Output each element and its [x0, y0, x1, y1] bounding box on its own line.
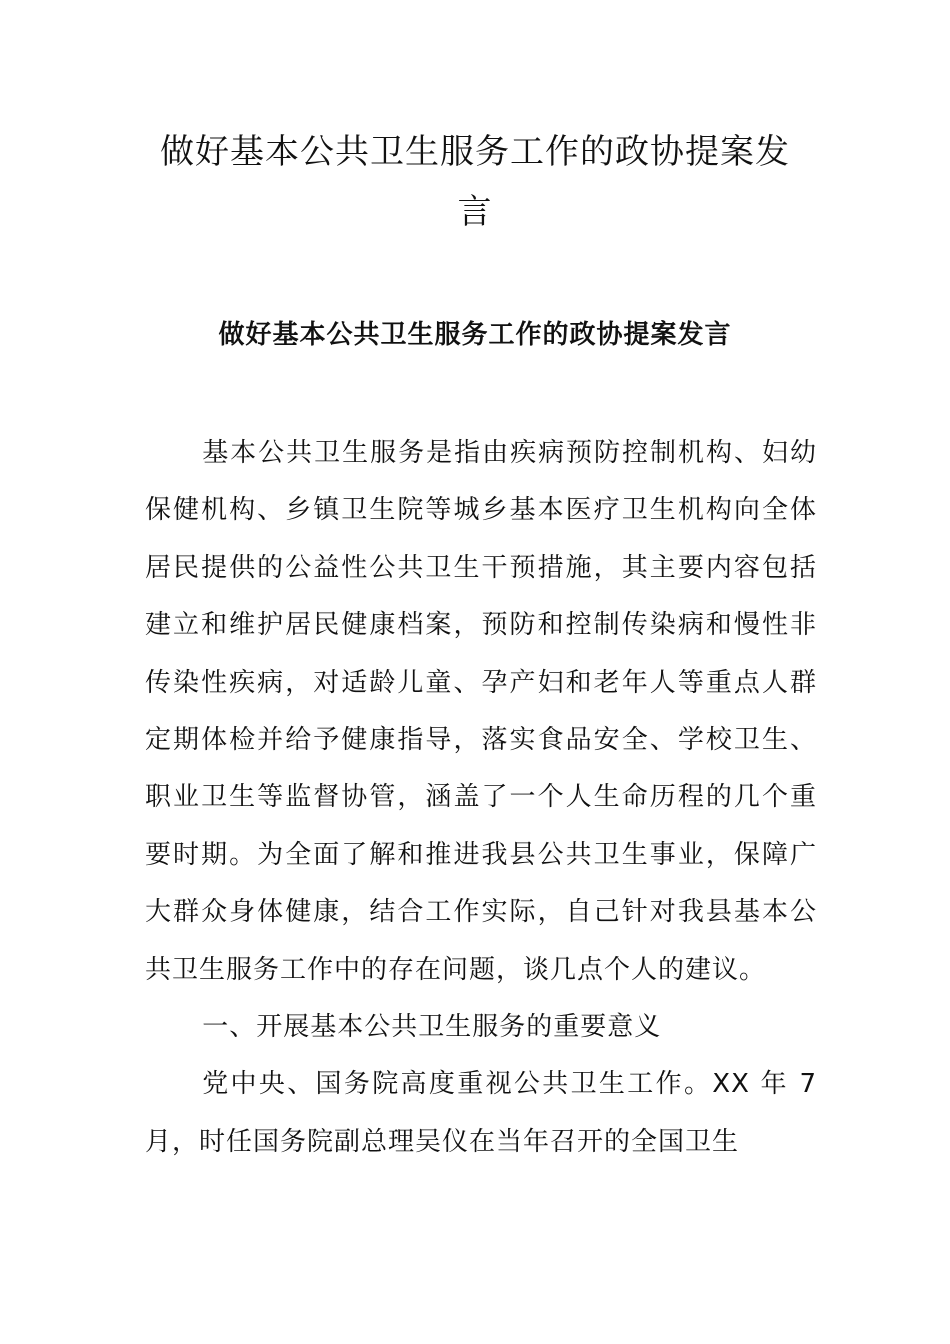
section-heading-1: 一、开展基本公共卫生服务的重要意义 [202, 1012, 662, 1043]
document-body [145, 425, 817, 1171]
paragraph-section-1: 党中央、国务院高度重视公共卫生工作。XX 年 7 月，时任国务院副总理吴仪在当年召开的全国卫生 [145, 1069, 817, 1157]
paragraph-intro: 基本公共卫生服务是指由疾病预防控制机构、妇幼保健机构、乡镇卫生院等城乡基本医疗卫生机构向全体居民提供的公益性公共卫生干预措施，其主要内容包括建立和维护居民健康档案，预防和控制传染病和慢性非传染性疾病，对适龄儿童、孕产妇和老年人等重点人群定期体检并给予健康指导，落实食品安全、学校卫生、职业卫生等监督协管，涵盖了一个人生命历程的几个重要时期。为全面了解和推进我县公共卫生事业，保障广大群众身体健康，结合工作实际，自己针对我县基本公共卫生服务工作中的存在问题，谈几点个人的建议。 [145, 438, 817, 985]
document-title: 做好基本公共卫生服务工作的政协提案发言 [160, 132, 790, 232]
document-subtitle: 做好基本公共卫生服务工作的政协提案发言 [218, 320, 732, 350]
